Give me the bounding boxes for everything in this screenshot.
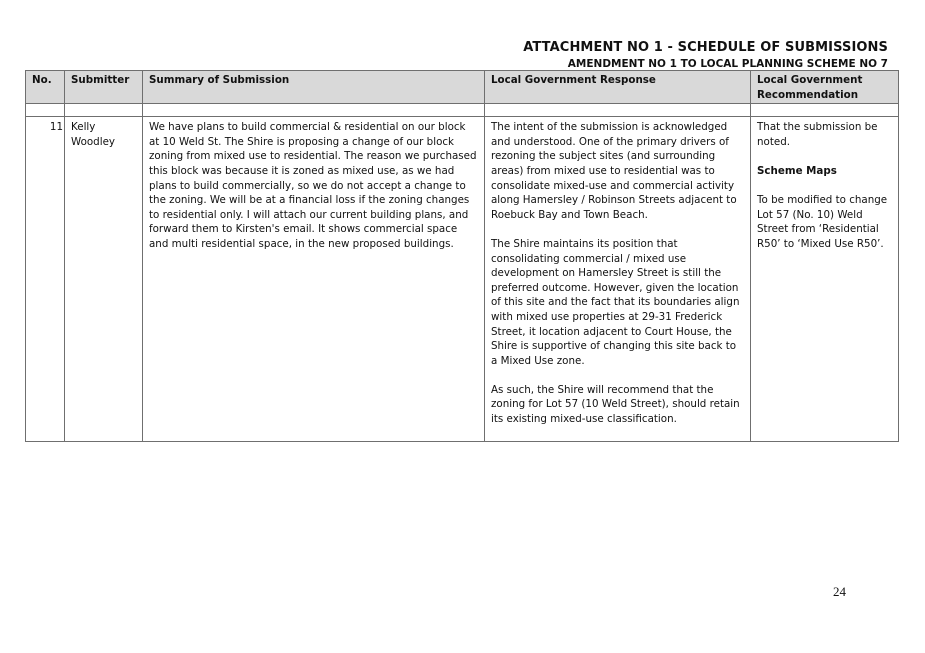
government-recommendation xyxy=(751,117,899,441)
column-header-recommendation: Local Government Recommendation xyxy=(751,71,899,104)
table-row xyxy=(26,117,899,441)
recommendation-detail: To be modified to change Lot 57 (No. 10) Weld Street from ‘Residential R50’ to ‘Mixed Use R50’. xyxy=(757,194,888,250)
response-paragraph: The intent of the submission is acknowledged and understood. One of the primary drivers of rezoning the subject sites (and surrounding areas) from mixed use to residential was to consolidate mixed-use and commercial activity along Hamersley / Robinson Streets adjacent to Roebuck Bay and Town Beach. xyxy=(491,121,737,221)
column-header-response: Local Government Response xyxy=(485,71,751,104)
recommendation-note: That the submission be noted. xyxy=(757,121,878,148)
empty-cell xyxy=(65,104,143,117)
document-title: ATTACHMENT NO 1 - SCHEDULE OF SUBMISSIONS xyxy=(523,40,888,55)
empty-cell xyxy=(26,104,65,117)
submission-number: 11 xyxy=(26,117,65,441)
empty-cell xyxy=(143,104,485,117)
empty-cell xyxy=(751,104,899,117)
column-header-no: No. xyxy=(26,71,65,104)
response-paragraph: The Shire maintains its position that consolidating commercial / mixed use development on Hamersley Street is still the preferred outcome. However, given the location of this site and the fact that its boundaries align with mixed use properties at 29-31 Frederick Street, it location adjacent to Court House, the Shire is supportive of changing this site back to a Mixed Use zone. xyxy=(491,237,740,367)
column-header-submitter: Submitter xyxy=(65,71,143,104)
submission-summary: We have plans to build commercial & residential on our block at 10 Weld St. The Shire is proposing a change of our block zoning from mixed use to residential. The reason we purchased this block was because it is zoned as mixed use, as we had plans to build commercially, so we do not accept a change to the zoning. We will be at a financial loss if the zoning changes to residential only. I will attach our current building plans, and forward them to Kirsten's email. It shows commercial space and multi residential space, in the new proposed buildings. xyxy=(143,117,485,441)
document-subtitle: AMENDMENT NO 1 TO LOCAL PLANNING SCHEME NO 7 xyxy=(567,58,888,70)
table-header-row xyxy=(26,71,899,104)
response-paragraph: As such, the Shire will recommend that the zoning for Lot 57 (10 Weld Street), should retain its existing mixed-use classification. xyxy=(491,383,740,426)
page-number: 24 xyxy=(833,584,846,599)
submitter-name: Kelly Woodley xyxy=(65,117,143,441)
column-header-summary: Summary of Submission xyxy=(143,71,485,104)
empty-spacer-row xyxy=(26,104,899,117)
empty-cell xyxy=(485,104,751,117)
recommendation-heading: Scheme Maps xyxy=(757,164,837,177)
submissions-table xyxy=(25,70,899,442)
government-response xyxy=(485,117,751,441)
